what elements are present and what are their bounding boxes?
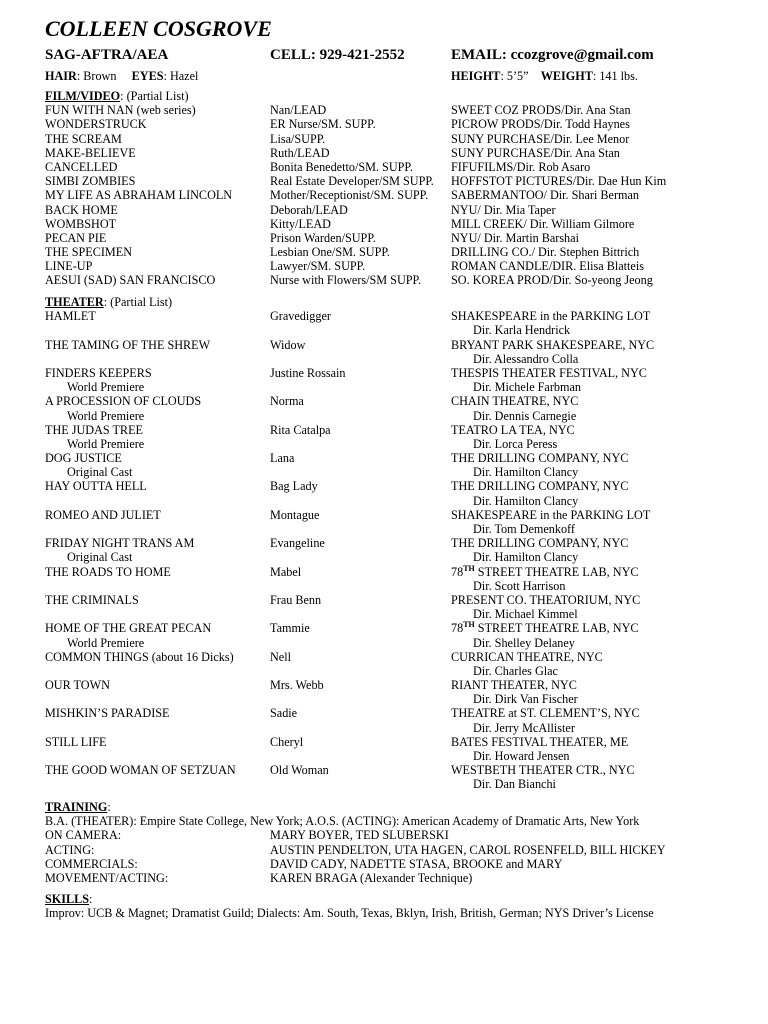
theater-title: DOG JUSTICE (45, 451, 122, 466)
theater-credit-row (45, 338, 745, 352)
theater-credit-subrow (45, 607, 745, 621)
theater-director: Dir. Tom Demenkoff (473, 522, 575, 536)
theater-credit-row (45, 678, 745, 692)
theater-director: Dir. Jerry McAllister (473, 720, 575, 735)
film-role: Bonita Benedetto/SM. SUPP. (270, 159, 413, 174)
theater-role: Old Woman (270, 763, 329, 778)
film-title: FUN WITH NAN (web series) (45, 103, 196, 118)
theater-company (451, 423, 575, 437)
theater-company (451, 735, 628, 749)
height-weight (451, 69, 638, 83)
theater-note: : (Partial List) (103, 295, 173, 309)
theater-director: Dir. Alessandro Colla (473, 351, 579, 366)
theater-company (451, 621, 639, 635)
theater-company-number: 78 (451, 621, 464, 636)
film-role: Ruth/LEAD (270, 145, 330, 160)
theater-company (451, 451, 628, 465)
theater-role: Gravedigger (270, 309, 331, 324)
email-address: EMAIL: ccozgrove@gmail.com (451, 47, 654, 63)
theater-title: HAMLET (45, 309, 96, 324)
film-note: : (Partial List) (120, 89, 189, 103)
training-teachers: KAREN BRAGA (Alexander Technique) (270, 870, 473, 885)
film-title: MY LIFE AS ABRAHAM LINCOLN (45, 188, 233, 203)
skills-section (45, 892, 745, 920)
film-title: WOMBSHOT (45, 216, 117, 231)
film-role: Prison Warden/SUPP. (270, 230, 376, 245)
theater-company-number: 78 (451, 564, 464, 579)
theater-title: THE GOOD WOMAN OF SETZUAN (45, 763, 236, 778)
film-company: HOFFSTOT PICTURES/Dir. Dae Hun Kim (451, 174, 667, 189)
theater-company (451, 650, 603, 664)
theater-director: Dir. Dirk Van Fischer (473, 692, 578, 707)
training-row (45, 871, 745, 885)
film-role: Lesbian One/SM. SUPP. (270, 245, 390, 260)
theater-production-note: World Premiere (67, 635, 145, 650)
training-teachers: AUSTIN PENDELTON, UTA HAGEN, CAROL ROSENFELD, BILL HICKEY (270, 842, 666, 857)
theater-company-name: BRYANT PARK SHAKESPEARE, NYC (451, 337, 655, 352)
theater-title: THE ROADS TO HOME (45, 564, 171, 579)
theater-title: STILL LIFE (45, 734, 107, 749)
film-company: MILL CREEK/ Dir. William Gilmore (451, 216, 635, 231)
theater-role: Rita Catalpa (270, 422, 331, 437)
theater-title: ROMEO AND JULIET (45, 507, 161, 522)
theater-role: Justine Rossain (270, 365, 346, 380)
theater-credit-subrow (45, 494, 745, 508)
theater-company-ordinal: TH (463, 563, 475, 573)
theater-credit-row (45, 706, 745, 720)
film-credit-row (45, 160, 745, 174)
theater-credit-subrow (45, 522, 745, 536)
theater-credit-row (45, 735, 745, 749)
theater-credit-subrow (45, 352, 745, 366)
skills-text: Improv: UCB & Magnet; Dramatist Guild; Dialects: Am. South, Texas, Bklyn, Irish, British, German; NYS Driver’s License (45, 906, 654, 921)
theater-credit-row (45, 508, 745, 522)
theater-credit-row (45, 451, 745, 465)
film-company: ROMAN CANDLE/DIR. Elisa Blatteis (451, 259, 644, 274)
training-category: COMMERCIALS: (45, 856, 138, 871)
theater-title: FINDERS KEEPERS (45, 365, 152, 380)
theater-credit-subrow (45, 323, 745, 337)
film-role: Nurse with Flowers/SM SUPP. (270, 273, 422, 288)
theater-company-name: CURRICAN THEATRE, NYC (451, 649, 603, 664)
theater-production-note: Original Cast (67, 550, 133, 565)
film-credit-row (45, 132, 745, 146)
theater-credit-subrow (45, 380, 745, 394)
theater-role: Widow (270, 337, 306, 352)
film-credit-row (45, 146, 745, 160)
theater-role: Bag Lady (270, 479, 318, 494)
theater-director: Dir. Dennis Carnegie (473, 408, 577, 423)
theater-company (451, 565, 639, 579)
theater-director: Dir. Michele Farbman (473, 380, 581, 395)
theater-credit-row (45, 650, 745, 664)
weight-value: : 141 lbs. (592, 69, 638, 83)
theater-credit-row (45, 366, 745, 380)
film-title: THE SPECIMEN (45, 245, 133, 260)
film-title: AESUI (SAD) SAN FRANCISCO (45, 273, 216, 288)
theater-company (451, 309, 650, 323)
theater-company (451, 536, 628, 550)
film-company: NYU/ Dir. Martin Barshai (451, 230, 579, 245)
theater-director: Dir. Hamilton Clancy (473, 465, 579, 480)
skills-heading: SKILLS (45, 892, 90, 906)
theater-company (451, 338, 654, 352)
film-company: SO. KOREA PROD/Dir. So-yeong Jeong (451, 273, 653, 288)
theater-director: Dir. Howard Jensen (473, 749, 570, 763)
theater-role: Tammie (270, 621, 310, 636)
skills-text-row (45, 906, 745, 920)
theater-company-name: WESTBETH THEATER CTR., NYC (451, 763, 635, 778)
film-title: MAKE-BELIEVE (45, 145, 136, 160)
theater-company-name: TEATRO LA TEA, NYC (451, 422, 575, 437)
theater-company-name: THESPIS THEATER FESTIVAL, NYC (451, 365, 647, 380)
height-label: HEIGHT (451, 69, 501, 83)
theater-director: Dir. Dan Bianchi (473, 777, 556, 792)
height-value: : 5’5” (500, 69, 529, 83)
film-title: THE SCREAM (45, 131, 122, 146)
eyes-value: : Hazel (163, 69, 199, 83)
theater-role: Norma (270, 394, 304, 409)
film-company: FIFUFILMS/Dir. Rob Asaro (451, 159, 591, 174)
theater-director: Dir. Scott Harrison (473, 578, 566, 593)
film-credit-row (45, 245, 745, 259)
theater-company (451, 763, 635, 777)
film-title: BACK HOME (45, 202, 118, 217)
theater-heading-row (45, 295, 745, 309)
theater-title: COMMON THINGS (about 16 Dicks) (45, 649, 234, 664)
training-row (45, 857, 745, 871)
theater-company (451, 706, 640, 720)
theater-credit-row (45, 565, 745, 579)
hair-label: HAIR (45, 69, 77, 83)
theater-role: Montague (270, 507, 320, 522)
theater-director: Dir. Hamilton Clancy (473, 493, 579, 508)
theater-role: Mabel (270, 564, 302, 579)
film-title: LINE-UP (45, 259, 93, 274)
theater-title: HAY OUTTA HELL (45, 479, 147, 494)
theater-credit-row (45, 536, 745, 550)
hair-eyes (45, 69, 198, 83)
theater-credit-subrow (45, 579, 745, 593)
film-role: ER Nurse/SM. SUPP. (270, 117, 376, 132)
theater-company-name: STREET THEATRE LAB, NYC (474, 564, 639, 579)
theater-company (451, 366, 647, 380)
film-credit-row (45, 103, 745, 117)
film-company: NYU/ Dir. Mia Taper (451, 202, 556, 217)
theater-credit-subrow (45, 465, 745, 479)
theater-credit-row (45, 309, 745, 323)
theater-company-name: STREET THEATRE LAB, NYC (474, 621, 639, 636)
theater-credit-row (45, 763, 745, 777)
theater-company-name: THE DRILLING COMPANY, NYC (451, 536, 629, 551)
theater-credit-subrow (45, 409, 745, 423)
theater-title: HOME OF THE GREAT PECAN (45, 621, 212, 636)
film-credit-row (45, 117, 745, 131)
theater-company (451, 508, 650, 522)
training-section (45, 800, 745, 885)
training-row (45, 828, 745, 842)
theater-section (45, 295, 745, 792)
film-credit-row (45, 273, 745, 287)
theater-credit-row (45, 423, 745, 437)
theater-credit-row (45, 621, 745, 635)
theater-company (451, 678, 577, 692)
theater-title: FRIDAY NIGHT TRANS AM (45, 536, 195, 551)
film-credit-row (45, 217, 745, 231)
theater-company (451, 479, 628, 493)
theater-company-name: THE DRILLING COMPANY, NYC (451, 479, 629, 494)
theater-production-note: World Premiere (67, 436, 145, 451)
film-heading-row (45, 89, 745, 103)
theater-title: THE JUDAS TREE (45, 422, 143, 437)
training-degree-row (45, 814, 745, 828)
film-company: PICROW PRODS/Dir. Todd Haynes (451, 117, 630, 132)
theater-production-note: World Premiere (67, 380, 145, 395)
film-company: SABERMANTOO/ Dir. Shari Berman (451, 188, 640, 203)
film-role: Lisa/SUPP. (270, 131, 326, 146)
training-heading-row (45, 800, 745, 814)
theater-role: Lana (270, 451, 295, 466)
theater-role: Nell (270, 649, 291, 664)
film-heading: FILM/VIDEO (45, 89, 121, 103)
weight-label: WEIGHT (540, 69, 593, 83)
theater-company-name: PRESENT CO. THEATORIUM, NYC (451, 592, 641, 607)
film-role: Kitty/LEAD (270, 216, 331, 231)
theater-role: Cheryl (270, 734, 304, 749)
skills-colon: : (89, 892, 93, 906)
theater-credit-row (45, 593, 745, 607)
theater-role: Sadie (270, 706, 298, 721)
skills-heading-row (45, 892, 745, 906)
film-role: Deborah/LEAD (270, 202, 348, 217)
theater-title: THE TAMING OF THE SHREW (45, 337, 211, 352)
theater-company-name: CHAIN THEATRE, NYC (451, 394, 579, 409)
film-section (45, 89, 745, 288)
film-credit-row (45, 188, 745, 202)
theater-company (451, 593, 640, 607)
training-degree: B.A. (THEATER): Empire State College, New York; A.O.S. (ACTING): American Academy of Dramatic Arts, New York (45, 814, 640, 829)
theater-credit-row (45, 479, 745, 493)
actor-name: COLLEEN COSGROVE (45, 16, 272, 41)
film-credit-row (45, 174, 745, 188)
theater-director: Dir. Karla Hendrick (473, 323, 571, 338)
training-category: MOVEMENT/ACTING: (45, 870, 169, 885)
eyes-label: EYES (131, 69, 164, 83)
film-company: SUNY PURCHASE/Dir. Lee Menor (451, 131, 630, 146)
theater-director: Dir. Charles Glac (473, 663, 558, 678)
theater-company-name: THE DRILLING COMPANY, NYC (451, 451, 629, 466)
theater-company (451, 394, 578, 408)
training-heading: TRAINING (45, 800, 108, 814)
theater-title: THE CRIMINALS (45, 592, 139, 607)
film-title: CANCELLED (45, 159, 118, 174)
film-role: Nan/LEAD (270, 103, 327, 118)
theater-credit-subrow (45, 749, 745, 763)
cell-phone: CELL: 929-421-2552 (270, 47, 405, 63)
theater-company-name: SHAKESPEARE in the PARKING LOT (451, 309, 651, 324)
theater-credit-subrow (45, 692, 745, 706)
theater-company-ordinal: TH (463, 620, 475, 630)
film-company: DRILLING CO./ Dir. Stephen Bittrich (451, 245, 640, 260)
training-row (45, 843, 745, 857)
theater-title: MISHKIN’S PARADISE (45, 706, 170, 721)
theater-director: Dir. Hamilton Clancy (473, 550, 579, 565)
theater-director: Dir. Shelley Delaney (473, 635, 575, 650)
theater-heading: THEATER (45, 295, 104, 309)
film-company: SWEET COZ PRODS/Dir. Ana Stan (451, 103, 631, 118)
film-credit-list (45, 103, 745, 287)
theater-title: OUR TOWN (45, 678, 110, 693)
theater-credit-row (45, 394, 745, 408)
theater-credit-subrow (45, 721, 745, 735)
theater-credit-subrow (45, 664, 745, 678)
theater-company-name: THEATRE at ST. CLEMENT’S, NYC (451, 706, 640, 721)
theater-credit-subrow (45, 777, 745, 791)
film-title: SIMBI ZOMBIES (45, 174, 136, 189)
film-role: Real Estate Developer/SM SUPP. (270, 174, 434, 189)
theater-credit-subrow (45, 550, 745, 564)
theater-company-name: SHAKESPEARE in the PARKING LOT (451, 507, 651, 522)
film-title: PECAN PIE (45, 230, 107, 245)
training-teachers: MARY BOYER, TED SLUBERSKI (270, 828, 449, 843)
hair-value: : Brown (76, 69, 117, 83)
theater-director: Dir. Michael Kimmel (473, 607, 578, 622)
film-credit-row (45, 259, 745, 273)
theater-credit-subrow (45, 636, 745, 650)
film-company: SUNY PURCHASE/Dir. Ana Stan (451, 145, 620, 160)
theater-role: Evangeline (270, 536, 325, 551)
film-title: WONDERSTRUCK (45, 117, 147, 132)
film-credit-row (45, 231, 745, 245)
training-category: ON CAMERA: (45, 828, 122, 843)
theater-credit-list (45, 309, 745, 791)
training-category: ACTING: (45, 842, 95, 857)
film-credit-row (45, 203, 745, 217)
training-teachers: DAVID CADY, NADETTE STASA, BROOKE and MARY (270, 856, 563, 871)
theater-role: Frau Benn (270, 592, 322, 607)
theater-role: Mrs. Webb (270, 678, 324, 693)
theater-production-note: Original Cast (67, 465, 133, 480)
theater-company-name: RIANT THEATER, NYC (451, 678, 577, 693)
film-role: Mother/Receptionist/SM. SUPP. (270, 188, 429, 203)
theater-company-name: BATES FESTIVAL THEATER, ME (451, 734, 629, 749)
theater-title: A PROCESSION OF CLOUDS (45, 394, 202, 409)
film-role: Lawyer/SM. SUPP. (270, 259, 366, 274)
training-colon: : (107, 800, 111, 814)
training-list (45, 828, 745, 885)
theater-credit-subrow (45, 437, 745, 451)
theater-director: Dir. Lorca Peress (473, 436, 558, 451)
theater-production-note: World Premiere (67, 408, 145, 423)
union-affiliation: SAG-AFTRA/AEA (45, 47, 169, 63)
